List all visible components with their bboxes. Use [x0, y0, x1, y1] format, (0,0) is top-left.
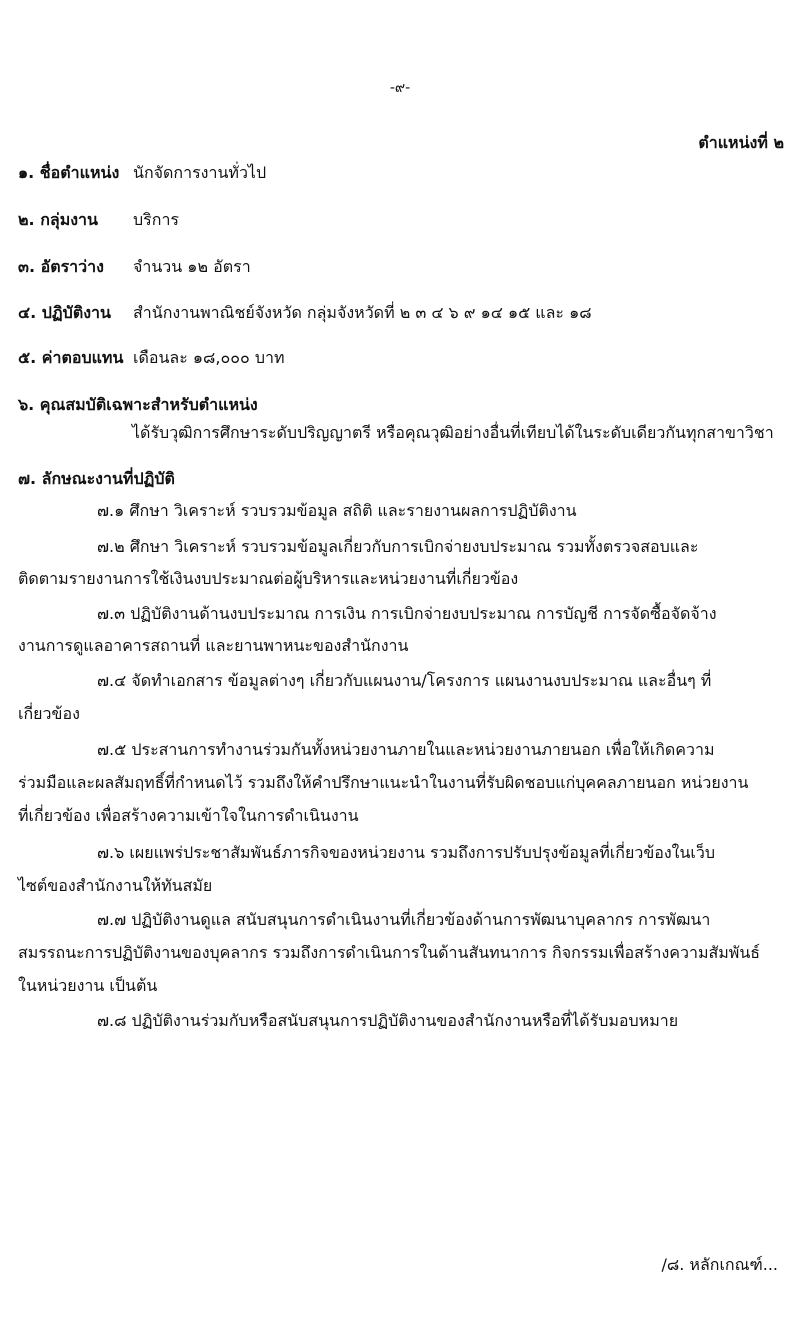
position-heading: ตำแหน่งที่ ๒	[698, 133, 784, 152]
duty-7-7-cont-2: ในหน่วยงาน เป็นต้น	[18, 976, 158, 995]
duty-7-7: ๗.๗ ปฏิบัติงานดูแล สนับสนุนการดำเนินงานที่เกี่ยวข้องด้านการพัฒนาบุคลากร การพัฒนา	[97, 910, 711, 929]
item-value: สำนักงานพาณิชย์จังหวัด กลุ่มจังหวัดที่ ๒ ๓ ๔ ๖ ๙ ๑๔ ๑๕ และ ๑๘	[133, 303, 592, 322]
item-label: ๔. ปฏิบัติงาน	[18, 303, 111, 322]
next-page-reference: /๘. หลักเกณฑ์...	[661, 1255, 778, 1274]
duty-7-7-cont-1: สมรรถนะการปฏิบัติงานของบุคลากร รวมถึงการดำเนินการในด้านสันทนาการ กิจกรรมเพื่อสร้างความสัมพันธ์	[18, 943, 761, 962]
item-job-group	[18, 207, 179, 233]
duty-7-4: ๗.๔ จัดทำเอกสาร ข้อมูลต่างๆ เกี่ยวกับแผนงาน/โครงการ แผนงานงบประมาณ และอื่นๆ ที่	[97, 671, 712, 690]
duty-7-3: ๗.๓ ปฏิบัติงานด้านงบประมาณ การเงิน การเบิกจ่ายงบประมาณ การบัญชี การจัดซื้อจัดจ้าง	[97, 604, 717, 623]
duty-7-4-cont: เกี่ยวข้อง	[18, 704, 80, 723]
item-value: เดือนละ ๑๘,๐๐๐ บาท	[133, 348, 285, 367]
item-compensation	[18, 345, 285, 371]
item-value: นักจัดการงานทั่วไป	[133, 163, 267, 182]
item-qualifications-label: ๖. คุณสมบัติเฉพาะสำหรับตำแหน่ง	[18, 395, 258, 414]
duty-7-1: ๗.๑ ศึกษา วิเคราะห์ รวบรวมข้อมูล สถิติ และรายงานผลการปฏิบัติงาน	[97, 501, 577, 520]
item-label: ๑. ชื่อตำแหน่ง	[18, 163, 120, 182]
item-workplace	[18, 300, 592, 326]
duty-7-2-cont: ติดตามรายงานการใช้เงินงบประมาณต่อผู้บริหารและหน่วยงานที่เกี่ยวข้อง	[18, 569, 519, 588]
item-duties-label: ๗. ลักษณะงานที่ปฏิบัติ	[18, 469, 175, 488]
duty-7-6: ๗.๖ เผยแพร่ประชาสัมพันธ์ภารกิจของหน่วยงาน รวมถึงการปรับปรุงข้อมูลที่เกี่ยวข้องในเว็บ	[97, 843, 716, 862]
item-label: ๒. กลุ่มงาน	[18, 210, 98, 229]
item-value: บริการ	[133, 210, 180, 229]
duty-7-6-cont: ไซต์ของสำนักงานให้ทันสมัย	[18, 876, 213, 895]
item-position-name	[18, 160, 266, 186]
page-number: -๙-	[389, 80, 411, 96]
item-value: จำนวน ๑๒ อัตรา	[133, 257, 251, 276]
item-vacancies	[18, 254, 251, 280]
duty-7-5-cont-2: ที่เกี่ยวข้อง เพื่อสร้างความเข้าใจในการดำเนินงาน	[18, 806, 359, 825]
duty-7-3-cont: งานการดูแลอาคารสถานที่ และยานพาหนะของสำนักงาน	[18, 636, 409, 655]
item-qualifications-text: ได้รับวุฒิการศึกษาระดับปริญญาตรี หรือคุณวุฒิอย่างอื่นที่เทียบได้ในระดับเดียวกันทุกสาขาวิชา	[132, 423, 774, 442]
duty-7-8: ๗.๘ ปฏิบัติงานร่วมกับหรือสนับสนุนการปฏิบัติงานของสำนักงานหรือที่ได้รับมอบหมาย	[97, 1011, 679, 1030]
duty-7-5: ๗.๕ ประสานการทำงานร่วมกันทั้งหน่วยงานภายในและหน่วยงานภายนอก เพื่อให้เกิดความ	[97, 740, 715, 759]
duty-7-2: ๗.๒ ศึกษา วิเคราะห์ รวบรวมข้อมูลเกี่ยวกับการเบิกจ่ายงบประมาณ รวมทั้งตรวจสอบและ	[97, 537, 699, 556]
item-label: ๕. ค่าตอบแทน	[18, 348, 124, 367]
item-label: ๓. อัตราว่าง	[18, 257, 104, 276]
duty-7-5-cont-1: ร่วมมือและผลสัมฤทธิ์ที่กำหนดไว้ รวมถึงให้คำปรึกษาแนะนำในงานที่รับผิดชอบแก่บุคคลภายนอก หน่วยงาน	[18, 773, 749, 792]
